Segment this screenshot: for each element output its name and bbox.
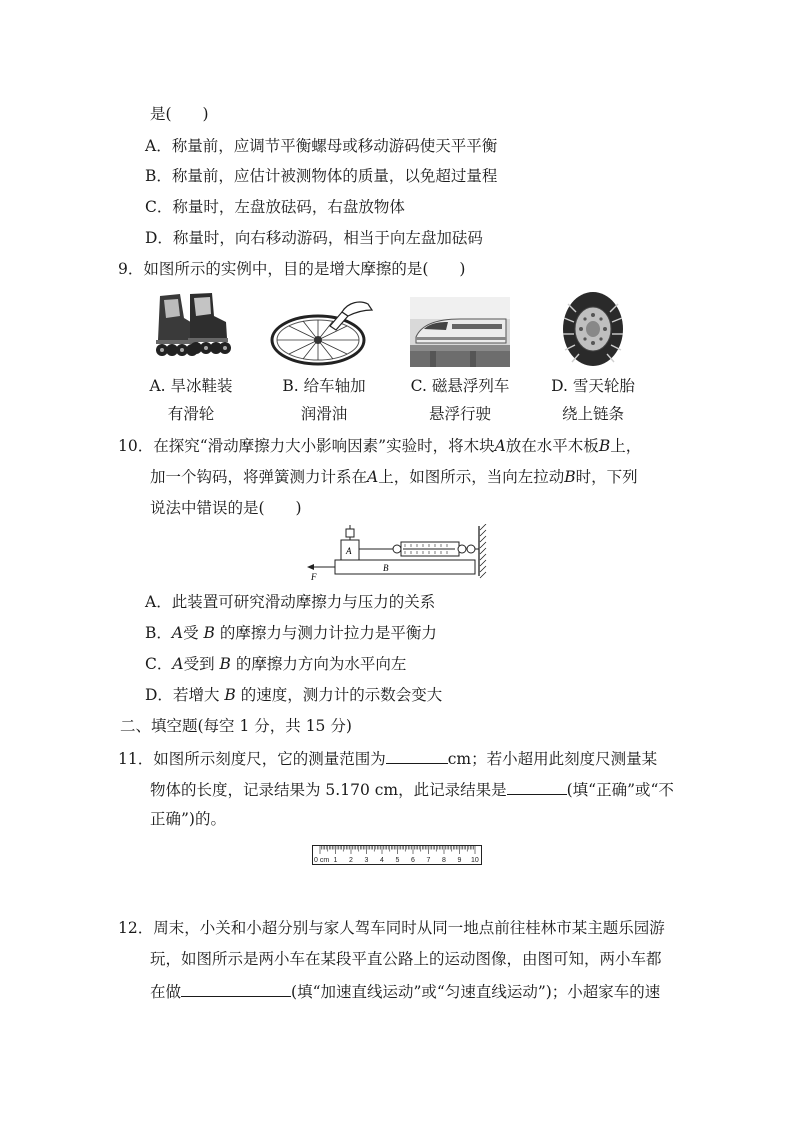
q9-number: 9． — [118, 260, 144, 278]
q10-text: 时，下列 — [575, 468, 638, 486]
q8-option-c: C．称量时，左盘放砝码，右盘放物体 — [145, 198, 405, 216]
q11-number: 11． — [118, 750, 154, 768]
q11-stem-line2 — [150, 778, 674, 800]
q10-text: 在探究“滑动摩擦力大小影响因素”实验时，将木块 — [153, 437, 495, 455]
force-f-label: F — [311, 572, 317, 582]
q11-text: cm；若小超用此刻度尺测量某 — [447, 750, 658, 768]
answer-blank[interactable] — [181, 980, 291, 997]
chained-tire-icon — [560, 290, 626, 368]
q8-option-d: D．称量时，向右移动游码，相当于向左盘加砝码 — [145, 229, 483, 247]
q10-option-prefix: C． — [145, 655, 173, 673]
q10-var: A — [172, 655, 184, 673]
q9-choice-a-line1: A. 旱冰鞋装 — [149, 377, 233, 395]
q12-stem-line2: 玩，如图所示是两小车在某段平直公路上的运动图像，由图可知，两小车都 — [150, 950, 662, 968]
ruler-tick-label: 7 — [426, 857, 431, 864]
q10-option-text: 的速度，测力计的示数会变大 — [240, 686, 443, 704]
q9-choice-a-line2: 有滑轮 — [167, 405, 215, 423]
q9-choice-c — [396, 372, 524, 428]
q9-stem — [118, 259, 465, 279]
q12-stem-line3 — [150, 980, 660, 1002]
q11-text: 物体的长度，记录结果为 5.170 cm，此记录结果是 — [150, 781, 507, 799]
q12-number: 12． — [118, 919, 154, 937]
q8-option-a: A．称量前，应调节平衡螺母或移动游码使天平平衡 — [145, 137, 498, 155]
q10-var: B — [203, 624, 215, 642]
q10-option-a — [145, 592, 435, 612]
q10-option-text: 受到 — [183, 655, 215, 673]
ruler-tick-label: 9 — [457, 857, 462, 864]
ruler-tick-label: 8 — [442, 857, 446, 864]
q11-text: (填“正确”或“不 — [566, 781, 674, 799]
q10-text: 上， — [610, 437, 642, 455]
q10-option-text: 此装置可研究滑动摩擦力与压力的关系 — [171, 593, 436, 611]
answer-blank[interactable] — [507, 778, 567, 795]
friction-apparatus-figure — [305, 524, 487, 584]
answer-blank[interactable] — [386, 747, 448, 764]
q10-option-d — [145, 685, 442, 705]
q10-option-c — [145, 654, 406, 674]
q9-choice-c-line2: 悬浮行驶 — [428, 405, 491, 423]
section-title: 二、填空题(每空 1 分，共 15 分) — [120, 717, 352, 735]
q10-option-text: 若增大 — [172, 686, 220, 704]
q12-text: (填“加速直线运动”或“匀速直线运动”)；小超家车的速 — [291, 983, 661, 1001]
q10-option-text: 的摩擦力方向为水平向左 — [235, 655, 407, 673]
ruler-tick-label: 6 — [411, 857, 415, 864]
q9-choice-b — [262, 372, 386, 428]
ruler-tick-label: 4 — [380, 857, 384, 864]
q12-text: 周末，小关和小超分别与家人驾车同时从同一地点前往桂林市某主题乐园游 — [153, 919, 665, 937]
q11-stem-line1 — [118, 747, 657, 769]
q10-stem-line1 — [118, 436, 641, 456]
board-b-label: B — [383, 563, 389, 573]
q10-var: A — [367, 468, 379, 486]
q10-stem-line3: 说法中错误的是( ) — [150, 499, 302, 517]
ruler-tick-label: 3 — [364, 857, 369, 864]
roller-skates-icon — [150, 290, 232, 362]
q11-text: 如图所示刻度尺，它的测量范围为 — [153, 750, 386, 768]
q10-option-prefix: B． — [145, 624, 172, 642]
q8-option-b: B．称量前，应估计被测物体的质量，以免超过量程 — [145, 167, 498, 185]
q10-text: 加一个钩码，将弹簧测力计系在 — [150, 468, 368, 486]
ruler-unit-label: 0 cm — [314, 857, 330, 864]
q10-var: B — [224, 686, 236, 704]
q9-choice-c-line1: C. 磁悬浮列车 — [410, 377, 510, 395]
q10-text: 上，如图所示，当向左拉动 — [378, 468, 565, 486]
q10-var: A — [171, 624, 184, 642]
q9-stem-text: 如图所示的实例中，目的是增大摩擦的是( ) — [143, 260, 466, 278]
ruler-figure — [312, 845, 482, 865]
q10-var: B — [564, 468, 576, 486]
q10-var: B — [598, 437, 611, 455]
q10-var: B — [219, 655, 231, 673]
q10-text: 放在水平木板 — [505, 437, 599, 455]
q10-var: A — [494, 437, 506, 455]
q12-stem-line1 — [118, 918, 665, 938]
q11-stem-line3: 正确”)的。 — [150, 810, 226, 828]
ruler-tick-label: 5 — [395, 857, 400, 864]
q12-text: 在做 — [150, 983, 182, 1001]
q9-choice-d-line1: D. 雪天轮胎 — [551, 377, 635, 395]
q10-option-b — [145, 623, 437, 643]
maglev-train-icon — [410, 297, 510, 367]
q10-option-prefix: D． — [145, 686, 173, 704]
q10-number: 10． — [118, 437, 154, 455]
ruler-tick-label: 2 — [349, 857, 353, 864]
q9-choice-d-line2: 绕上链条 — [561, 405, 624, 423]
q9-choice-b-line1: B. 给车轴加 — [282, 377, 366, 395]
q9-choice-b-line2: 润滑油 — [300, 405, 348, 423]
bicycle-wheel-oil-icon — [268, 296, 380, 368]
q10-option-text: 受 — [183, 624, 199, 642]
q10-stem-line2 — [150, 467, 638, 487]
q10-option-prefix: A． — [145, 593, 172, 611]
q10-option-text: 的摩擦力与测力计拉力是平衡力 — [219, 624, 437, 642]
ruler-tick-label: 10 — [471, 857, 479, 864]
q9-choice-d — [538, 372, 648, 428]
block-a-label: A — [346, 546, 352, 556]
ruler-tick-label: 1 — [333, 857, 338, 864]
q8-stem-tail: 是( ) — [150, 105, 209, 123]
q9-choice-a — [130, 372, 252, 428]
